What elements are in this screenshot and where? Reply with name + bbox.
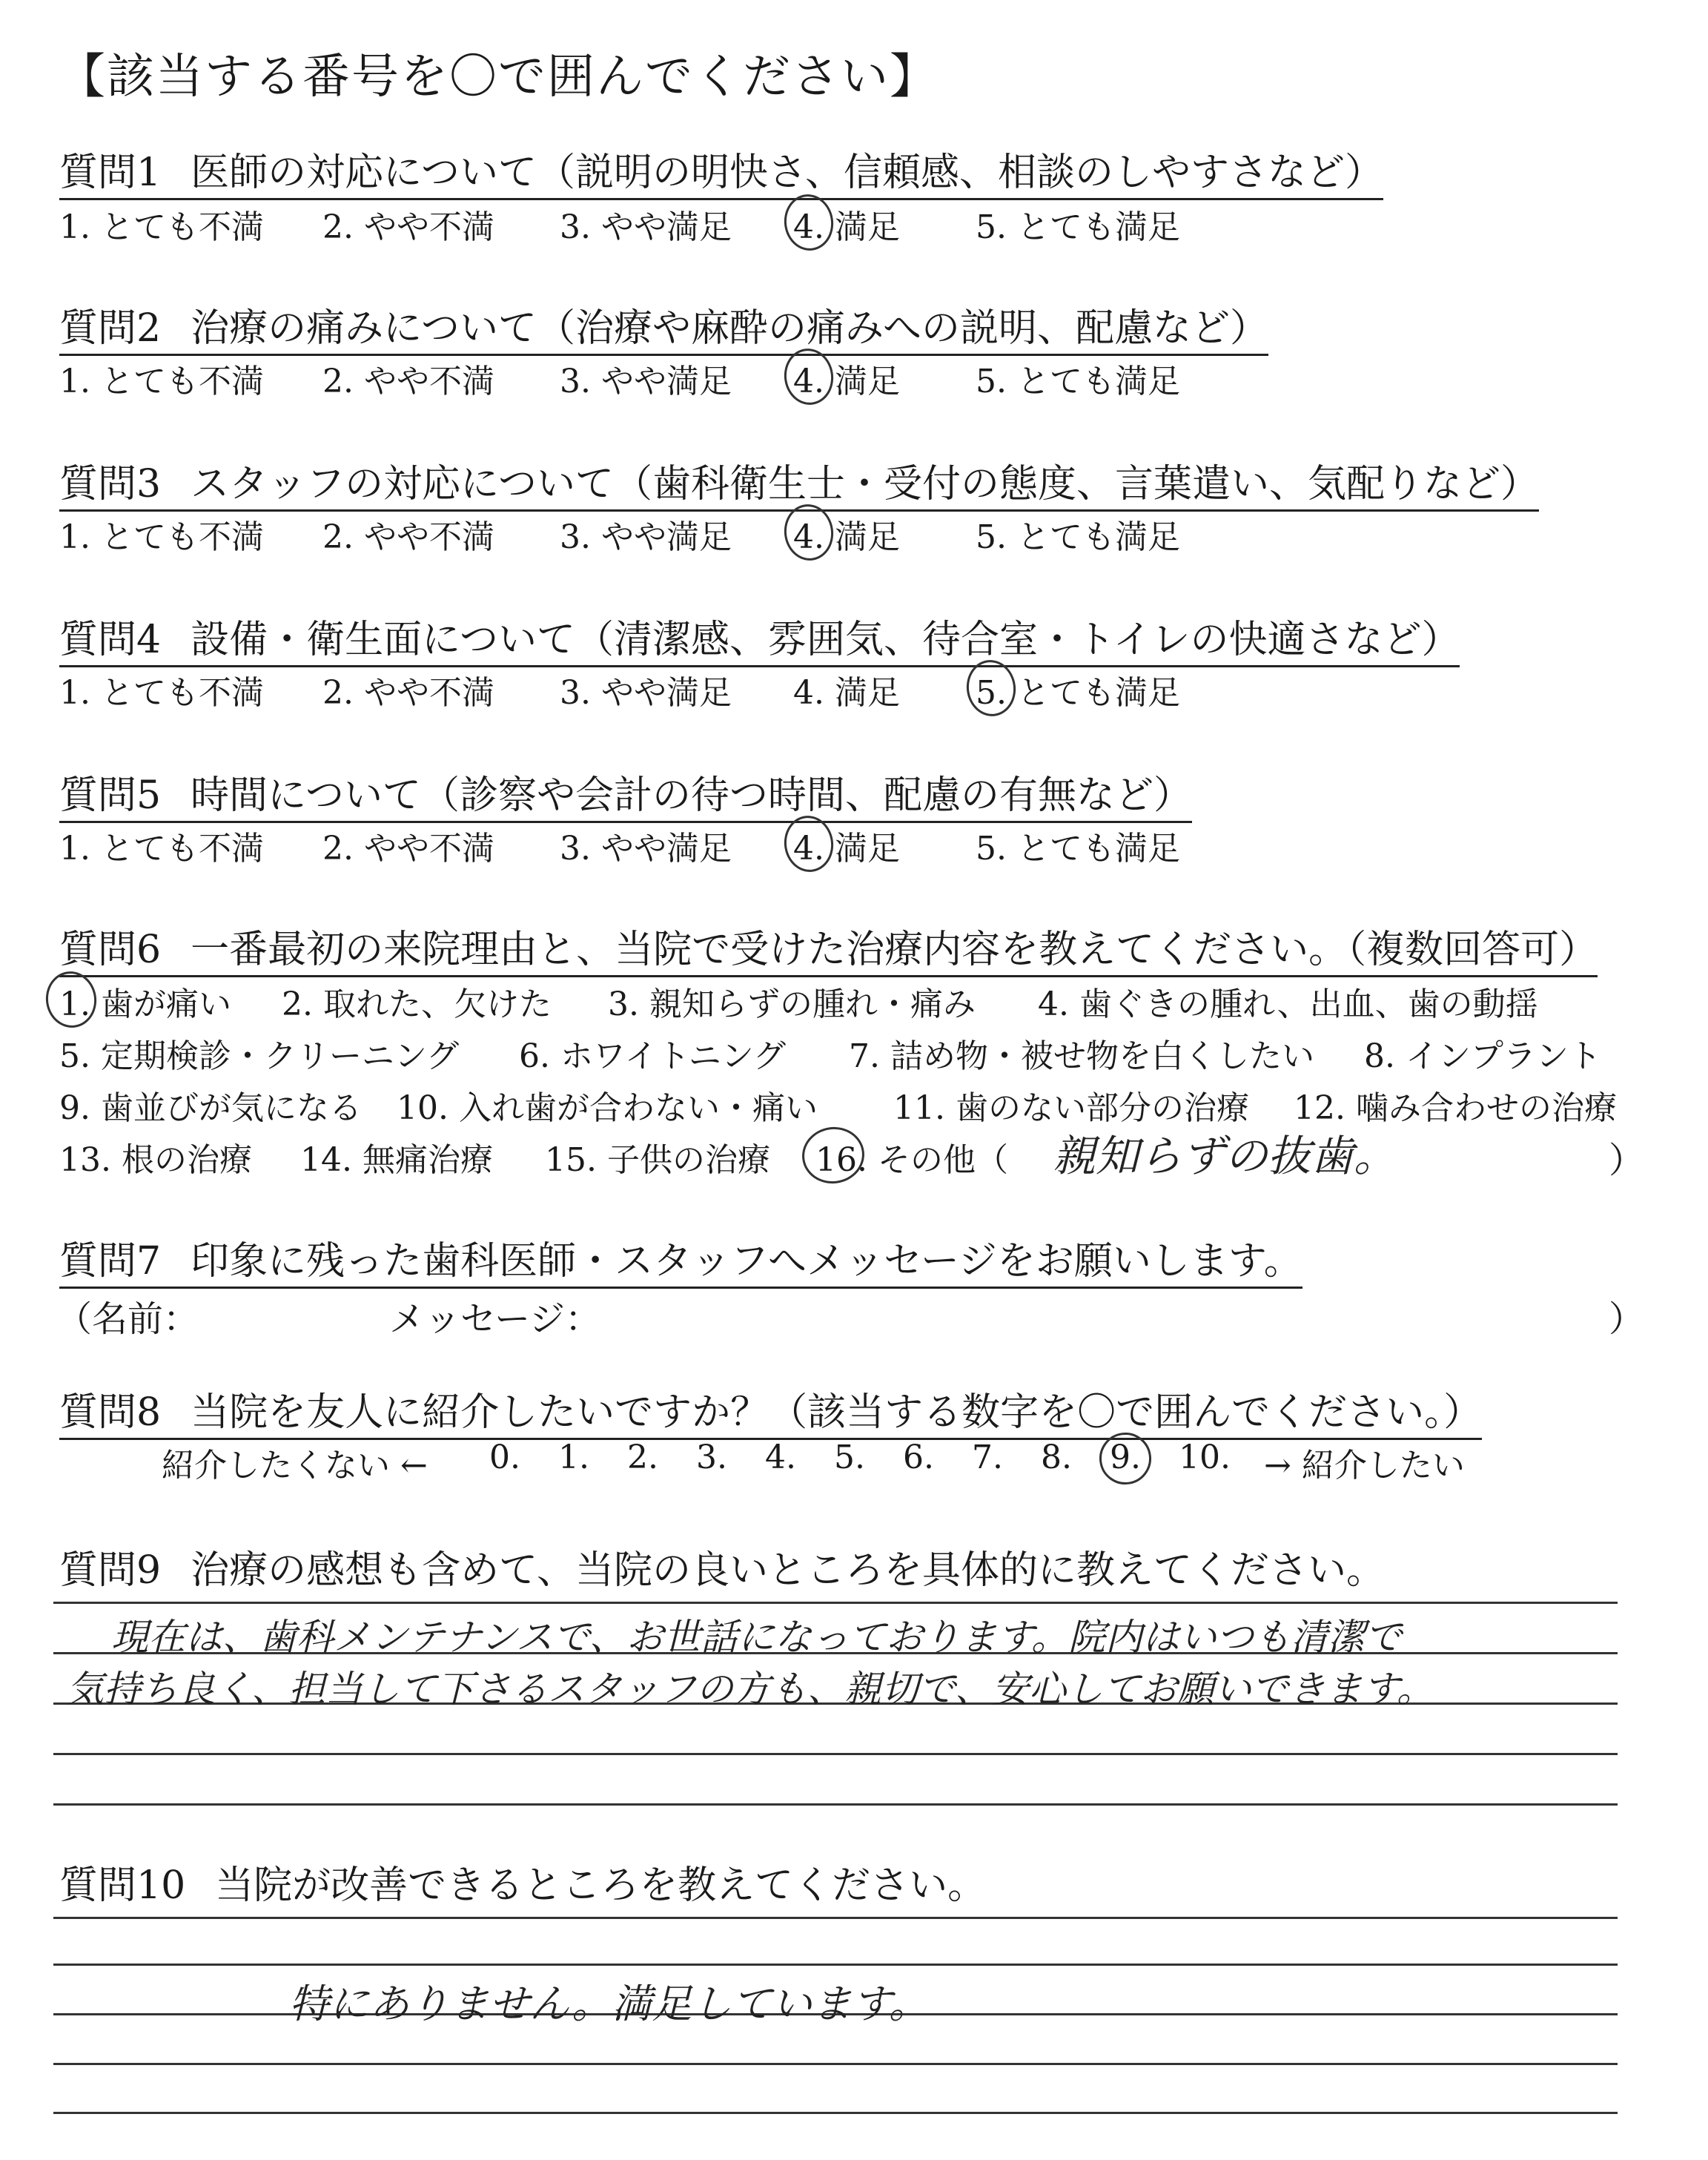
option-2[interactable]: 2. やや不満 (322, 363, 494, 400)
option-3[interactable]: 3. やや満足 (560, 208, 732, 246)
scale-value-0[interactable]: 0. (489, 1439, 520, 1476)
q6-option-10[interactable]: 10. 入れ歯が合わない・痛い (397, 1089, 818, 1127)
scale-right-label: → 紹介したい (1264, 1447, 1465, 1484)
option-3[interactable]: 3. やや満足 (560, 830, 732, 868)
instruction-header: 【該当する番号を〇で囲んでください】 (58, 50, 939, 105)
question-4-title (59, 608, 1460, 667)
option-5[interactable]: 5. とても満足 (976, 518, 1180, 556)
option-1[interactable]: 1. とても不満 (59, 674, 264, 712)
question-number: 質問7 (59, 1239, 162, 1284)
question-1-title (59, 141, 1383, 200)
question-3-title (59, 452, 1539, 512)
question-text: 治療の感想も含めて、当院の良いところを具体的に教えてください。 (191, 1548, 1386, 1593)
q6-option-5[interactable]: 5. 定期検診・クリーニング (59, 1037, 460, 1075)
question-8-title (59, 1381, 1482, 1440)
question-text: 一番最初の来院理由と、当院で受けた治療内容を教えてください。（複数回答可） (191, 928, 1598, 972)
option-4[interactable]: 4. 満足 (793, 830, 900, 868)
q10-handwriting: 特にありません。満足しています。 (289, 1981, 929, 2027)
q6-option-6[interactable]: 6. ホワイトニング (519, 1037, 787, 1075)
option-2[interactable]: 2. やや不満 (322, 674, 494, 712)
option-1[interactable]: 1. とても不満 (59, 208, 264, 246)
scale-left-label: 紹介したくない ← (162, 1447, 428, 1484)
q6-option-1[interactable]: 1. 歯が痛い (59, 985, 231, 1023)
option-5[interactable]: 5. とても満足 (976, 363, 1180, 400)
scale-value-6[interactable]: 6. (903, 1439, 934, 1476)
q9-handwriting-line-1: 現在は、歯科メンテナンスで、お世話になっております。院内はいつも清潔で (111, 1616, 1402, 1659)
scale-value-5[interactable]: 5. (834, 1439, 865, 1476)
option-5[interactable]: 5. とても満足 (976, 208, 1180, 246)
option-3[interactable]: 3. やや満足 (560, 363, 732, 400)
question-7-title (59, 1229, 1302, 1289)
message-label: メッセージ： (389, 1298, 601, 1340)
option-5[interactable]: 5. とても満足 (976, 674, 1180, 712)
question-text: 設備・衛生面について（清潔感、雰囲気、待合室・トイレの快適さなど） (191, 618, 1460, 662)
question-number: 質問3 (59, 462, 162, 506)
question-text: 治療の痛みについて（治療や麻酔の痛みへの説明、配慮など） (191, 306, 1269, 351)
option-3[interactable]: 3. やや満足 (560, 674, 732, 712)
q9-handwriting-line-2: 気持ち良く、担当して下さるスタッフの方も、親切で、安心してお願いできます。 (67, 1668, 1434, 1711)
q6-option-15[interactable]: 15. 子供の治療 (545, 1141, 770, 1179)
q6-option-16[interactable]: 16. その他（ (815, 1141, 1008, 1179)
answer-line (53, 2112, 1618, 2114)
answer-line (53, 1964, 1618, 1966)
question-9-title (59, 1539, 1385, 1596)
scale-value-2[interactable]: 2. (627, 1439, 658, 1476)
question-number: 質問9 (59, 1548, 162, 1593)
option-2[interactable]: 2. やや不満 (322, 518, 494, 556)
question-10-title (59, 1854, 986, 1911)
question-text: 当院が改善できるところを教えてください。 (215, 1863, 987, 1908)
question-6-title (59, 918, 1598, 977)
question-text: 時間について（診察や会計の待つ時間、配慮の有無など） (191, 773, 1193, 818)
question-5-title (59, 764, 1192, 823)
question-number: 質問8 (59, 1390, 162, 1435)
answer-line (53, 1602, 1618, 1604)
question-number: 質問5 (59, 773, 162, 818)
message-close-paren: ） (1609, 1298, 1645, 1340)
q6-option-4[interactable]: 4. 歯ぐきの腫れ、出血、歯の動揺 (1038, 985, 1538, 1023)
question-2-title (59, 297, 1268, 356)
q6-option-12[interactable]: 12. 噛み合わせの治療 (1294, 1089, 1617, 1127)
option-4[interactable]: 4. 満足 (793, 518, 900, 556)
q6-option-9[interactable]: 9. 歯並びが気になる (59, 1089, 362, 1127)
scale-value-10[interactable]: 10. (1179, 1439, 1231, 1476)
scale-value-4[interactable]: 4. (765, 1439, 796, 1476)
question-number: 質問1 (59, 151, 162, 195)
question-text: 印象に残った歯科医師・スタッフへメッセージをお願いします。 (191, 1239, 1302, 1284)
scale-value-7[interactable]: 7. (972, 1439, 1003, 1476)
other-close-paren: ） (1609, 1140, 1645, 1181)
option-2[interactable]: 2. やや不満 (322, 208, 494, 246)
answer-line (53, 2063, 1618, 2065)
other-answer-handwriting: 親知らずの抜歯。 (1053, 1131, 1397, 1181)
option-2[interactable]: 2. やや不満 (322, 830, 494, 868)
scale-value-1[interactable]: 1. (558, 1439, 589, 1476)
q6-option-2[interactable]: 2. 取れた、欠けた (282, 985, 552, 1023)
option-3[interactable]: 3. やや満足 (560, 518, 732, 556)
answer-line (53, 1803, 1618, 1806)
q6-option-8[interactable]: 8. インプラント (1364, 1037, 1601, 1075)
scale-value-3[interactable]: 3. (696, 1439, 727, 1476)
q6-option-7[interactable]: 7. 詰め物・被せ物を白くしたい (849, 1037, 1314, 1075)
question-number: 質問4 (59, 618, 162, 662)
answer-line (53, 1917, 1618, 1919)
question-number: 質問10 (59, 1863, 186, 1908)
option-1[interactable]: 1. とても不満 (59, 518, 264, 556)
scale-value-8[interactable]: 8. (1041, 1439, 1072, 1476)
option-4[interactable]: 4. 満足 (793, 208, 900, 246)
question-text: スタッフの対応について（歯科衛生士・受付の態度、言葉遣い、気配りなど） (191, 462, 1540, 506)
question-text: 医師の対応について（説明の明快さ、信頼感、相談のしやすさなど） (191, 151, 1383, 195)
question-number: 質問2 (59, 306, 162, 351)
option-5[interactable]: 5. とても満足 (976, 830, 1180, 868)
q6-option-11[interactable]: 11. 歯のない部分の治療 (893, 1089, 1249, 1127)
q6-option-14[interactable]: 14. 無痛治療 (300, 1141, 493, 1179)
answer-line (53, 1753, 1618, 1755)
scale-value-9[interactable]: 9. (1110, 1439, 1141, 1476)
name-label: （名前： (56, 1298, 199, 1340)
option-4[interactable]: 4. 満足 (793, 674, 900, 712)
option-1[interactable]: 1. とても不満 (59, 830, 264, 868)
option-1[interactable]: 1. とても不満 (59, 363, 264, 400)
question-number: 質問6 (59, 928, 162, 972)
option-4[interactable]: 4. 満足 (793, 363, 900, 400)
q6-option-3[interactable]: 3. 親知らずの腫れ・痛み (608, 985, 976, 1023)
question-text: 当院を友人に紹介したいですか？（該当する数字を〇で囲んでください。） (191, 1390, 1483, 1435)
q6-option-13[interactable]: 13. 根の治療 (59, 1141, 252, 1179)
